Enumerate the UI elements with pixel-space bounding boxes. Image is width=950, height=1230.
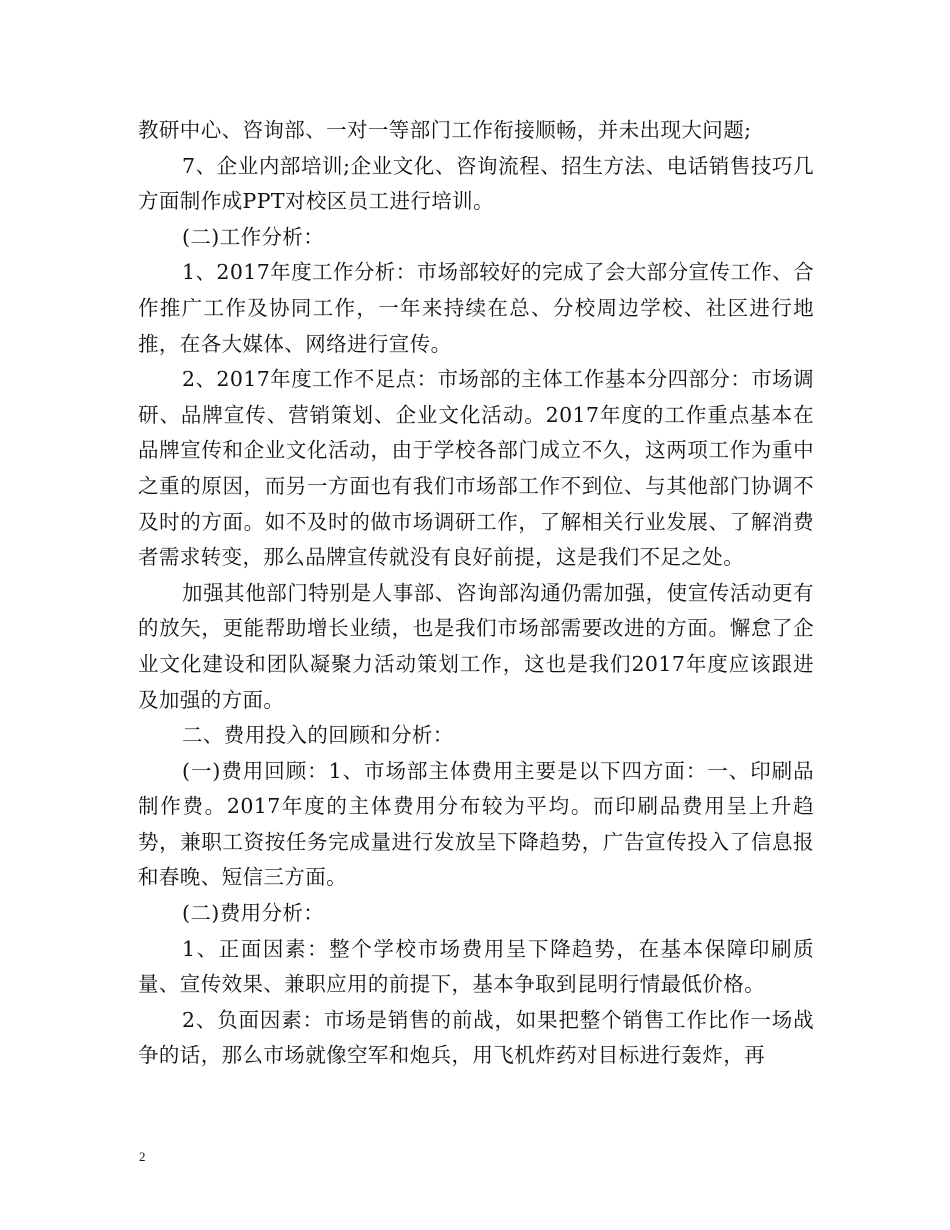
paragraph-negative-factors: 2、负面因素：市场是销售的前战，如果把整个销售工作比作一场战争的话，那么市场就像空军和炮兵，用飞机炸药对目标进行轰炸，再 (138, 1007, 814, 1068)
heading-cost-analysis: (二)费用分析： (182, 901, 325, 926)
paragraph-continuation: 教研中心、咨询部、一对一等部门工作衔接顺畅，并未出现大问题; (138, 118, 752, 142)
paragraph-annual-work-analysis: 1、2017年度工作分析：市场部较好的完成了会大部分宣传工作、合作推广工作及协同工作，一年来持续在总、分校周边学校、社区进行地推，在各大媒体、网络进行宣传。 (138, 260, 814, 356)
paragraph-item-7-training: 7、企业内部培训;企业文化、咨询流程、招生方法、电话销售技巧几方面制作成PPT对校区员工进行培训。 (138, 153, 814, 214)
paragraph-positive-factors: 1、正面因素：整个学校市场费用呈下降趋势，在基本保障印刷质量、宣传效果、兼职应用的前提下，基本争取到昆明行情最低价格。 (138, 936, 814, 997)
page-number: 2 (139, 1149, 146, 1164)
heading-work-analysis: (二)工作分析： (182, 224, 325, 249)
document-body (138, 113, 814, 1074)
paragraph-improvements: 加强其他部门特别是人事部、咨询部沟通仍需加强，使宣传活动更有的放矢，更能帮助增长业绩，也是我们市场部需要改进的方面。懈怠了企业文化建设和团队凝聚力活动策划工作，这也是我们2017年度应该跟进及加强的方面。 (138, 580, 814, 712)
paragraph-cost-review: (一)费用回顾：1、市场部主体费用主要是以下四方面：一、印刷品制作费。2017年度的主体费用分布较为平均。而印刷品费用呈上升趋势，兼职工资按任务完成量进行发放呈下降趋势，广告宣传投入了信息报和春晚、短信三方面。 (138, 758, 814, 890)
paragraph-annual-shortcomings: 2、2017年度工作不足点：市场部的主体工作基本分四部分：市场调研、品牌宣传、营销策划、企业文化活动。2017年度的工作重点基本在品牌宣传和企业文化活动，由于学校各部门成立不久，这两项工作为重中之重的原因，而另一方面也有我们市场部工作不到位、与其他部门协调不及时的方面。如不及时的做市场调研工作，了解相关行业发展、了解消费者需求转变，那么品牌宣传就没有良好前提，这是我们不足之处。 (138, 367, 814, 570)
heading-cost-review: 二、费用投入的回顾和分析： (182, 723, 454, 748)
